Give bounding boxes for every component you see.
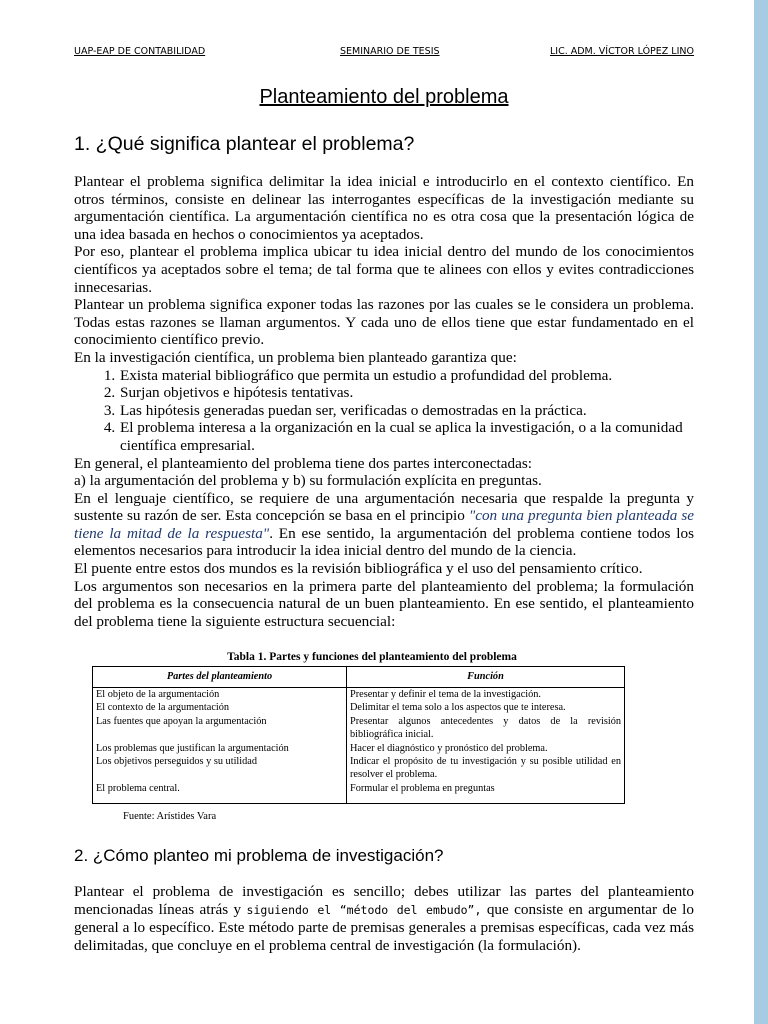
table-row [93,715,625,742]
table-row [93,742,625,755]
table-cell: Los objetivos perseguidos y su utilidad [93,755,347,782]
list-item: 4. El problema interesa a la organización en la cual se aplica la investigación, o a la comunidad científica empresarial. [119,419,694,454]
column-header: Partes del planteamiento [93,667,347,688]
text-run: En el lenguaje científico, se requiere de una argumentación necesaria que respalde la pregunta y sustente su razón de ser. Esta concepción se basa en el principio [74,489,694,525]
text-run: Plantear el problema de investigación es sencillo; debes utilizar las partes del planteamiento mencionadas líneas atrás y [74,883,694,918]
header-right: LIC. ADM. VÍCTOR LÓPEZ LINO [549,46,694,57]
table-cell: Las fuentes que apoyan la argumentación [93,715,347,742]
table-row [93,755,625,782]
section2-body [74,883,694,954]
text-run: que consiste en argumentar de lo general a lo específico. Este método parte de premisas generales a premisas específicas, cada vez más delimitadas, que concluye en el problema central de investigación (la formulación). [74,900,694,954]
table-cell: El problema central. [93,782,347,804]
section2-heading: 2. ¿Cómo planteo mi problema de investigación? [74,846,444,865]
table-cell: Presentar algunos antecedentes y datos de la revisión bibliográfica inicial. [347,715,625,742]
paragraph: Por eso, plantear el problema implica ubicar tu idea inicial dentro del mundo de los conocimientos científicos ya aceptados sobre el tema; de tal forma que te alinees con ellos y evites contradicciones innecesarias. [74,243,694,296]
guarantee-list [74,367,694,455]
list-item: 3. Las hipótesis generadas puedan ser, verificadas o demostradas en la práctica. [119,402,694,420]
table-cell: Delimitar el tema solo a los aspectos que te interesa. [347,701,625,714]
column-header: Función [347,667,625,688]
table-row [93,688,625,702]
table-row [93,782,625,804]
table-cell: El objeto de la argumentación [93,688,347,702]
table-caption: Tabla 1. Partes y funciones del planteamiento del problema [227,651,517,663]
paragraph: En general, el planteamiento del problema tiene dos partes interconectadas: [74,454,532,472]
table-cell: Indicar el propósito de tu investigación y su posible utilidad en resolver el problema. [347,755,625,782]
paragraph: Plantear un problema significa exponer todas las razones por las cuales se le considera un problema. Todas estas razones se llaman argumentos. Y cada uno de ellos tiene que estar fundamentado en el conocimiento científico previo. [74,296,694,349]
quote-text: "con una pregunta bien planteada se tiene la mitad de la respuesta" [74,507,695,542]
paragraph: El puente entre estos dos mundos es la revisión bibliográfica y el uso del pensamiento crítico. [74,560,643,578]
table-cell: Hacer el diagnóstico y pronóstico del problema. [347,742,625,755]
header-left: UAP-EAP DE CONTABILIDAD [74,46,206,57]
page-header [74,46,694,60]
text-run: . En ese sentido, la argumentación del problema contiene todos los elementos necesarios para introducir la idea inicial dentro del mundo de la ciencia. [74,524,694,560]
page-title: Planteamiento del problema [259,86,509,108]
paragraph: En la investigación científica, un problema bien planteado garantiza que: [74,348,517,366]
table-row [93,701,625,714]
table-cell: Los problemas que justifican la argumentación [93,742,347,755]
header-center: SEMINARIO DE TESIS [340,46,440,57]
paragraph: a) la argumentación del problema y b) su formulación explícita en preguntas. [74,472,542,490]
list-item: 2. Surjan objetivos e hipótesis tentativas. [119,384,694,402]
paragraph: Plantear el problema significa delimitar la idea inicial e introducirlo en el contexto científico. En otros términos, consiste en delinear las interrogantes específicas de la investigación mediante su argumentación científica. La argumentación científica no es otra cosa que la presentación lógica de una idea basada en hechos o conocimientos ya aceptados. [74,173,694,243]
table-cell: Formular el problema en preguntas [347,782,625,804]
section1-heading: 1. ¿Qué significa plantear el problema? [74,133,415,155]
list-item: 1. Exista material bibliográfico que permita un estudio a profundidad del problema. [119,367,694,385]
paragraph [74,490,694,560]
table-cell: Presentar y definir el tema de la investigación. [347,688,625,702]
table-source: Fuente: Arístides Vara [123,811,217,822]
paragraph [74,883,694,954]
table-cell: El contexto de la argumentación [93,701,347,714]
method-text: siguiendo el “método del embudo”, [246,902,482,917]
paragraph: Los argumentos son necesarios en la primera parte del planteamiento del problema; la formulación del problema es la consecuencia natural de un buen planteamiento. En ese sentido, el planteamiento del problema tiene la siguiente estructura secuencial: [74,577,694,630]
section1-body [74,173,694,630]
parts-table [92,666,625,804]
